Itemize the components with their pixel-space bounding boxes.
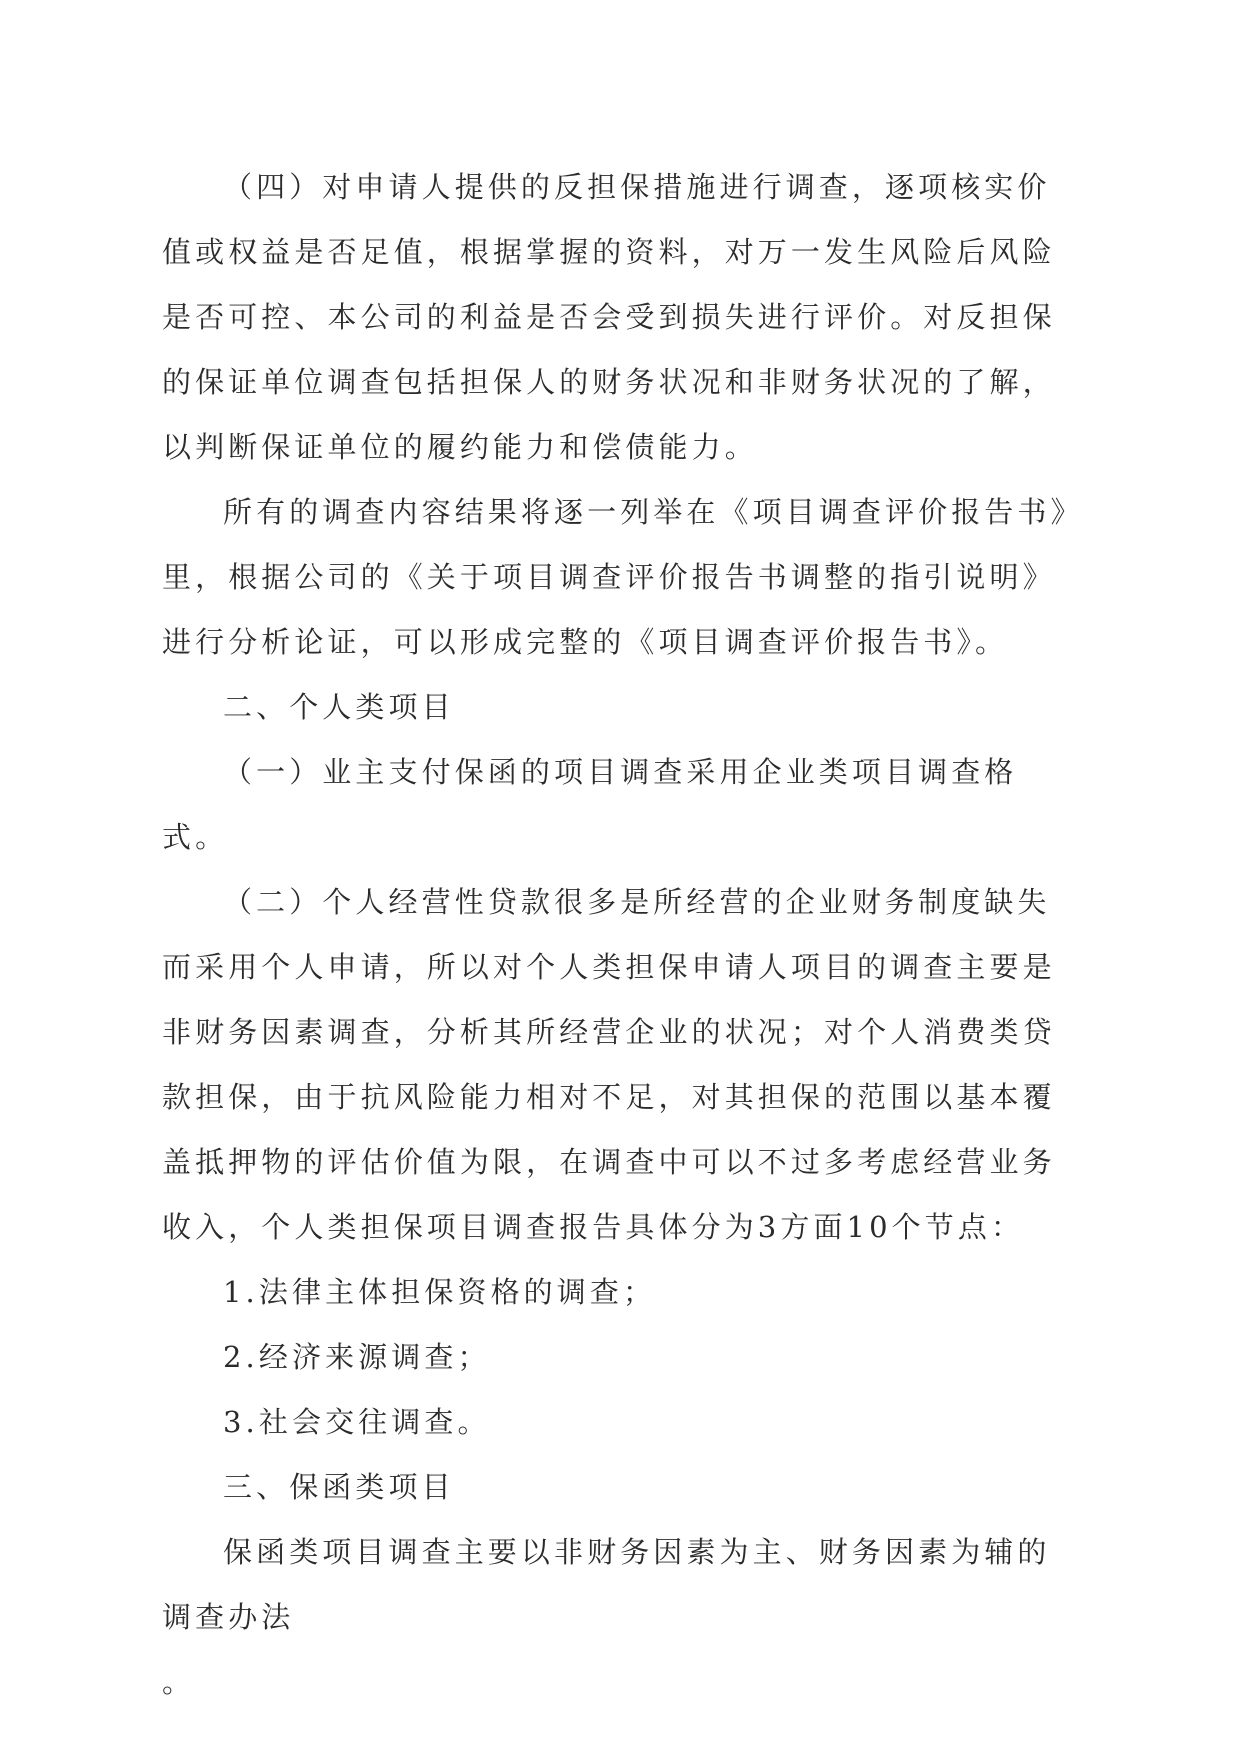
list-item-legal-qualification: 1.法律主体担保资格的调查； [223, 1275, 657, 1309]
heading-personal-projects: 二、个人类项目 [223, 690, 455, 724]
paragraph-owner-payment-guarantee: （一）业主支付保函的项目调查采用企业类项目调查格式。 [162, 755, 1018, 854]
list-item-income-source: 2.经济来源调查； [223, 1340, 491, 1374]
heading-guarantee-letter-projects: 三、保函类项目 [223, 1470, 455, 1504]
paragraph-guarantee-letter-method: 保函类项目调查主要以非财务因素为主、财务因素为辅的调查办法 [162, 1535, 1051, 1634]
list-item-social-contacts: 3.社会交往调查。 [223, 1405, 491, 1439]
paragraph-counter-guarantee: （四）对申请人提供的反担保措施进行调查，逐项核实价值或权益是否足值，根据掌握的资料，对万一发生风险后风险是否可控、本公司的利益是否会受到损失进行评价。对反担保的保证单位调查包括担保人的财务状况和非财务状况的了解，以判断保证单位的履约能力和偿债能力。 [162, 170, 1056, 464]
paragraph-trailing-period: 。 [162, 1665, 196, 1699]
document-body [162, 155, 1082, 1715]
paragraph-report-summary: 所有的调查内容结果将逐一列举在《项目调查评价报告书》里，根据公司的《关于项目调查评价报告书调整的指引说明》进行分析论证，可以形成完整的《项目调查评价报告书》。 [162, 495, 1070, 659]
paragraph-personal-business-loans: （二）个人经营性贷款很多是所经营的企业财务制度缺失而采用个人申请，所以对个人类担保申请人项目的调查主要是非财务因素调查，分析其所经营企业的状况；对个人消费类贷款担保，由于抗风险能力相对不足，对其担保的范围以基本覆盖抵押物的评估价值为限，在调查中可以不过多考虑经营业务收入，个人类担保项目调查报告具体分为3方面10个节点： [162, 885, 1056, 1244]
